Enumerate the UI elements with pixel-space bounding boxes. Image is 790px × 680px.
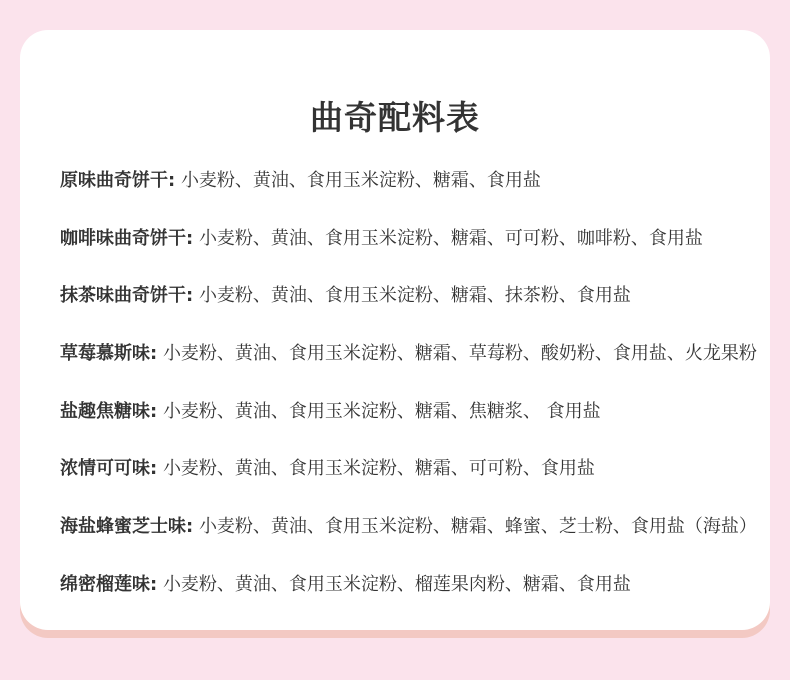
page-title: 曲奇配料表 [310, 98, 480, 137]
cookie-name: 抹茶味曲奇饼干 [60, 285, 186, 307]
separator: : [186, 516, 194, 538]
cookie-name: 海盐蜂蜜芝士味 [60, 516, 186, 538]
separator: : [186, 285, 194, 307]
list-item [60, 225, 760, 283]
ingredients-card [20, 30, 770, 630]
cookie-name: 咖啡味曲奇饼干 [60, 227, 186, 249]
cookie-name: 原味曲奇饼干 [60, 170, 168, 191]
separator: : [168, 170, 176, 191]
ingredient-list [60, 167, 760, 629]
separator: : [150, 573, 158, 595]
separator: : [186, 227, 194, 249]
cookie-name: 草莓慕斯味 [60, 343, 150, 365]
cookie-name: 浓情可可味 [60, 458, 150, 480]
separator: : [150, 343, 158, 365]
separator: : [150, 400, 158, 422]
cookie-name: 绵密榴莲味 [60, 573, 150, 595]
list-item [60, 340, 760, 398]
list-item [60, 513, 760, 571]
ingredient-text: 小麦粉、黄油、食用玉米淀粉、榴莲果肉粉、糖霜、食用盐 [162, 573, 631, 595]
list-item [60, 398, 760, 456]
ingredient-text: 小麦粉、黄油、食用玉米淀粉、糖霜、可可粉、咖啡粉、食用盐 [198, 227, 703, 249]
separator: : [150, 458, 158, 480]
list-item [60, 282, 760, 340]
list-item [60, 571, 760, 629]
ingredient-text: 小麦粉、黄油、食用玉米淀粉、糖霜、抹茶粉、食用盐 [198, 285, 631, 307]
list-item [60, 455, 760, 513]
ingredient-text: 小麦粉、黄油、食用玉米淀粉、糖霜、可可粉、食用盐 [162, 458, 595, 480]
ingredient-text: 小麦粉、黄油、食用玉米淀粉、糖霜、焦糖浆、 食用盐 [162, 400, 601, 422]
list-item [60, 167, 760, 225]
ingredient-text: 小麦粉、黄油、食用玉米淀粉、糖霜、食用盐 [180, 170, 541, 191]
ingredient-text: 小麦粉、黄油、食用玉米淀粉、糖霜、蜂蜜、芝士粉、食用盐（海盐） [198, 516, 757, 538]
cookie-name: 盐趣焦糖味 [60, 400, 150, 422]
ingredient-text: 小麦粉、黄油、食用玉米淀粉、糖霜、草莓粉、酸奶粉、食用盐、火龙果粉 [162, 343, 757, 365]
